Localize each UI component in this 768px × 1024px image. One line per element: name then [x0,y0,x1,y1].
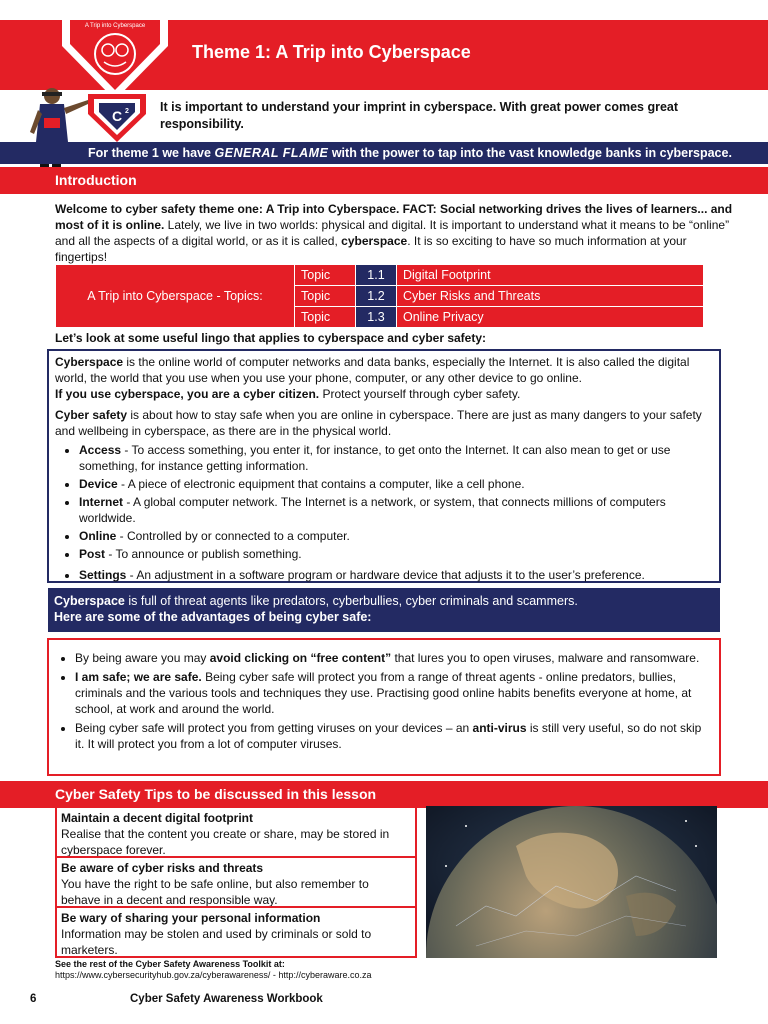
topic-name: Cyber Risks and Threats [397,286,704,307]
list-item: • Settings - An adjustment in a software program or hardware device that adjusts it to the user’s preference. [79,567,715,583]
svg-text:C: C [111,108,123,124]
tips-list [55,806,417,958]
page-title: Theme 1: A Trip into Cyberspace [192,42,471,62]
topics-table [55,264,704,328]
power-bar [0,142,768,164]
toolkit-note-heading: See the rest of the Cyber Safety Awareness Toolkit at: [55,959,285,969]
threats-line1: is full of threat agents like predators, cyberbullies, cyber criminals and scammers. [124,594,578,608]
tip-title: Be aware of cyber risks and threats [61,861,264,875]
topic-label: Topic [295,265,356,286]
advantages-box [47,638,721,776]
power-suffix: with the power to tap into the vast knowledge banks in cyberspace. [328,146,732,160]
tip-title: Maintain a decent digital footprint [61,811,253,825]
list-item: • By being aware you may avoid clicking on “free content” that lures you to open viruses, malware and ransomware. [75,650,711,666]
page-number: 6 [30,993,37,1005]
topics-label: A Trip into Cyberspace - Topics: [56,265,295,328]
table-row [56,265,704,286]
intro-bold-cyberspace: cyberspace [341,234,408,248]
topic-number: 1.2 [356,286,397,307]
earth-image [426,806,717,958]
list-item: • Being cyber safe will protect you from getting viruses on your devices – an anti-virus is still very useful, so do not skip it. It will protect you from a lot of computer viruses. [75,720,711,752]
book-title: Cyber Safety Awareness Workbook [130,993,323,1005]
threats-term: Cyberspace [54,594,125,608]
topic-number: 1.3 [356,307,397,328]
introduction-paragraph [55,201,735,265]
toolkit-note [55,959,371,981]
list-item: • Access - To access something, you enter it, for instance, to get onto the Internet. It can also mean to get or use something, for instance getting information. [79,442,715,474]
list-item: • Online - Controlled by or connected to a computer. [79,528,715,544]
definitions-box [47,349,721,583]
tip-title: Be wary of sharing your personal information [61,911,321,925]
advantages-list [49,650,711,755]
list-item: • Internet - A global computer network. The Internet is a network, or system, that connects millions of computers worldwide. [79,494,715,526]
tips-heading: Cyber Safety Tips to be discussed in this lesson [55,786,377,802]
power-prefix: For theme 1 we have [88,146,215,160]
toolkit-links[interactable]: https://www.cybersecurityhub.gov.za/cyberawareness/ - http://cyberaware.co.za [55,970,372,980]
list-item: • Device - A piece of electronic equipment that contains a computer, like a cell phone. [79,476,715,492]
tip-item [55,908,417,958]
intro-bold: Welcome to cyber safety theme one: A Trip into Cyberspace. FACT: Social networking drives the lives of learners... and most of it is online. [55,202,733,232]
threats-line2: Here are some of the advantages of being cyber safe: [54,610,372,624]
tip-text: You have the right to be safe online, but also remember to behave in a decent and responsible way. [61,877,369,907]
topic-number: 1.1 [356,265,397,286]
topic-label: Topic [295,286,356,307]
svg-text:2: 2 [125,108,129,115]
tip-item [55,806,417,858]
intro-end: . It is so exciting to have so much information at your fingertips! [55,234,687,264]
introduction-heading-bar [0,167,768,194]
intro-text: Lately, we live in two worlds: physical and digital. It is important to understand what it means to be “online” and all the aspects of a digital world, or as it is called, [55,218,730,248]
topic-label: Topic [295,307,356,328]
badge-text: A Trip into Cyberspace [84,23,146,29]
topic-name: Online Privacy [397,307,704,328]
theme-intro-text: It is important to understand your imprint in cyberspace. With great power comes great responsibility. [160,100,679,131]
cyber-safety-definition: Cyber safety is about how to stay safe when you are online in cyberspace. There are just as many dangers to your safety and wellbeing in cyberspace, as there are in the physical world. [55,408,702,438]
hero-name: GENERAL FLAME [214,146,329,160]
cyberspace-definition: Cyberspace is the online world of computer networks and data banks, especially the Internet. It is also called the digital world, the world that you use when you use your phone, computer, or any other device to go online. If you use cyberspace, you are a cyber citizen. Protect yourself through cyber safety. [55,355,690,401]
tip-item [55,858,417,908]
cyber-shield-icon [86,90,148,144]
definitions-list [55,442,715,583]
topic-name: Digital Footprint [397,265,704,286]
threats-box [48,588,720,632]
tip-text: Realise that the content you create or share, may be stored in cyberspace forever. [61,827,390,857]
tips-heading-bar [0,781,768,808]
lingo-intro: Let’s look at some useful lingo that applies to cyberspace and cyber safety: [55,331,487,345]
introduction-heading: Introduction [55,172,137,188]
list-item: • Post - To announce or publish something. [79,546,715,562]
list-item: • I am safe; we are safe. Being cyber safe will protect you from a range of threat agents - online predators, bullies, criminals and the various tools and techniques they use. Practising good online habits benefits everyone at home, at school, at work and around the world. [75,669,711,717]
tip-text: Information may be stolen and used by criminals or sold to marketers. [61,927,372,957]
